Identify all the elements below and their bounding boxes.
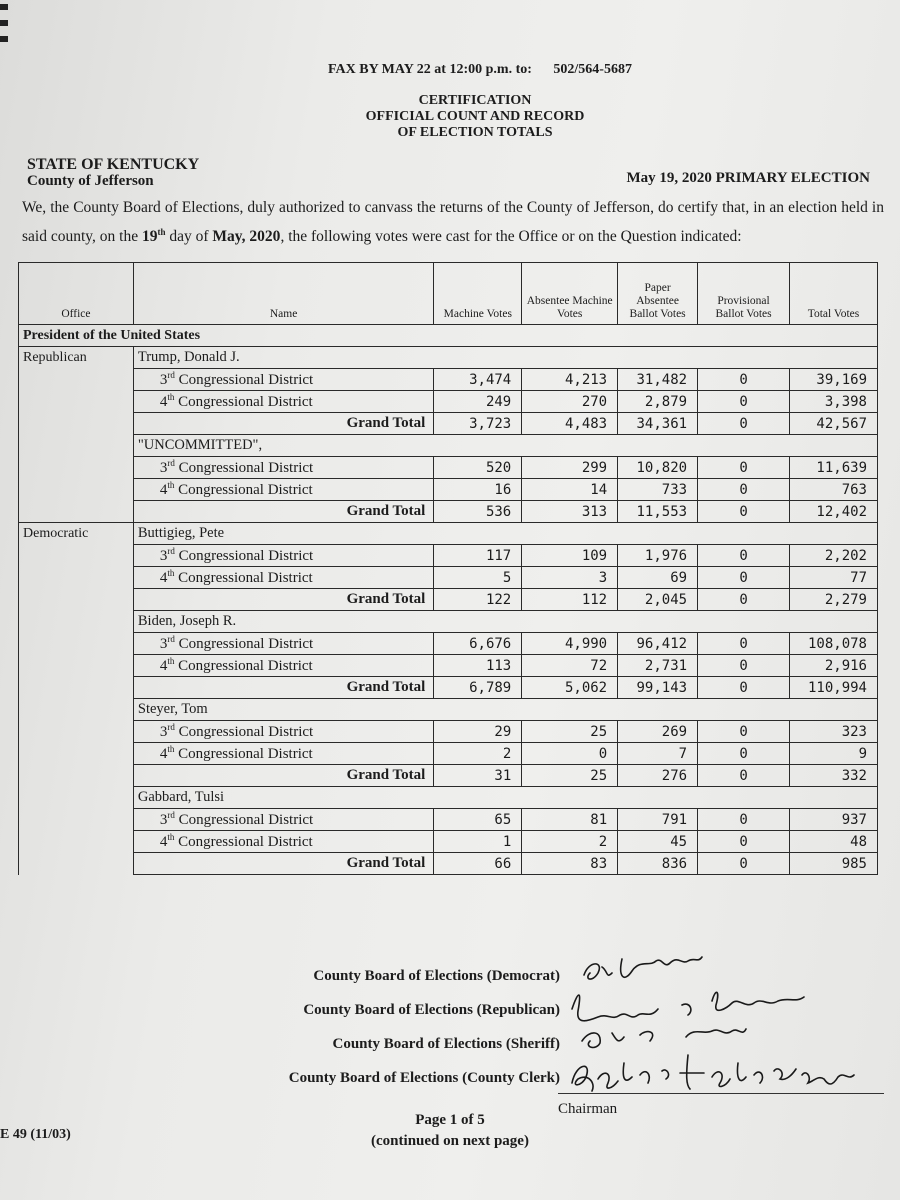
district-text: Congressional District (178, 548, 314, 564)
district-label (133, 391, 433, 413)
absentee-machine-votes: 4,990 (522, 633, 618, 655)
total-votes: 3,398 (789, 391, 877, 413)
total-votes: 985 (789, 853, 877, 875)
signature-label-republican: County Board of Elections (Republican) (303, 1002, 560, 1018)
party-cell (19, 699, 134, 721)
party-cell (19, 369, 134, 391)
district-label (133, 831, 433, 853)
intro-text: We, the County Board of Elections, duly authorized to canvass the returns of the County of Jefferson, do certify that, in an election held in said county, on the (22, 199, 884, 246)
signature-label-county-clerk: County Board of Elections (County Clerk) (288, 1070, 560, 1086)
district-row (19, 545, 878, 567)
candidate-row (19, 611, 878, 633)
district-ordinal: 4 (159, 834, 168, 850)
machine-votes: 6,676 (434, 633, 522, 655)
title-line: OFFICIAL COUNT AND RECORD (365, 109, 585, 124)
absentee-machine-votes: 0 (522, 743, 618, 765)
district-row (19, 809, 878, 831)
paper-absentee-votes: 2,879 (618, 391, 698, 413)
grand-total-row (19, 853, 878, 875)
chairman-label: Chairman (558, 1101, 618, 1117)
district-text: Congressional District (178, 746, 313, 762)
absentee-machine-votes: 109 (522, 545, 618, 567)
candidate-row (19, 787, 878, 809)
provisional-votes: 0 (698, 545, 790, 567)
party-cell (19, 435, 134, 457)
party-cell (19, 853, 134, 875)
machine-votes: 113 (434, 655, 522, 677)
party-cell (19, 677, 134, 699)
signature-republican (572, 992, 804, 1020)
district-ordinal-suffix: th (167, 568, 175, 578)
certification-title (0, 93, 900, 141)
district-row (19, 369, 878, 391)
machine-votes: 520 (434, 457, 522, 479)
page-footer (350, 1110, 550, 1152)
fax-line: FAX BY MAY 22 at 12:00 p.m. to: (328, 62, 532, 77)
provisional-votes: 0 (698, 721, 790, 743)
absentee-machine-votes: 4,483 (522, 413, 618, 435)
total-votes: 323 (789, 721, 877, 743)
total-votes: 2,916 (789, 655, 877, 677)
provisional-votes: 0 (698, 479, 790, 501)
page-edge-mark (0, 20, 8, 26)
paper-absentee-votes: 836 (618, 853, 698, 875)
intro-day: 19 (141, 228, 158, 246)
candidate-name: Buttigieg, Pete (133, 523, 877, 545)
election-name: May 19, 2020 PRIMARY ELECTION (626, 170, 870, 186)
district-text: Congressional District (178, 834, 313, 850)
absentee-machine-votes: 72 (522, 655, 618, 677)
machine-votes: 1 (434, 831, 522, 853)
col-paper-absentee: Paper Absentee Ballot Votes (618, 263, 698, 325)
candidate-row (19, 699, 878, 721)
absentee-machine-votes: 2 (522, 831, 618, 853)
paper-absentee-votes: 276 (618, 765, 698, 787)
district-row (19, 479, 878, 501)
district-ordinal-suffix: rd (167, 370, 175, 380)
candidate-name: "UNCOMMITTED", (133, 435, 877, 457)
district-label (133, 567, 433, 589)
total-votes: 2,202 (789, 545, 877, 567)
grand-total-row (19, 501, 878, 523)
party-cell (19, 633, 134, 655)
candidate-row (19, 347, 878, 369)
absentee-machine-votes: 83 (522, 853, 618, 875)
absentee-machine-votes: 25 (522, 765, 618, 787)
machine-votes: 66 (434, 853, 522, 875)
paper-absentee-votes: 733 (618, 479, 698, 501)
total-votes: 11,639 (789, 457, 877, 479)
candidate-name: Trump, Donald J. (133, 347, 877, 369)
signature-block (180, 962, 560, 1098)
district-ordinal: 3 (159, 636, 168, 652)
district-label (133, 457, 433, 479)
paper-absentee-votes: 45 (618, 831, 698, 853)
absentee-machine-votes: 25 (522, 721, 618, 743)
provisional-votes: 0 (698, 655, 790, 677)
district-row (19, 391, 878, 413)
fax-instruction (0, 62, 900, 78)
absentee-machine-votes: 4,213 (522, 369, 618, 391)
district-label (133, 655, 433, 677)
paper-absentee-votes: 1,976 (618, 545, 698, 567)
continued-note: (continued on next page) (371, 1133, 529, 1149)
party-cell: Republican (19, 347, 134, 369)
candidate-name: Gabbard, Tulsi (133, 787, 877, 809)
absentee-machine-votes: 14 (522, 479, 618, 501)
table-header-row (19, 263, 878, 325)
district-ordinal: 3 (159, 372, 168, 388)
district-row (19, 567, 878, 589)
district-text: Congressional District (178, 658, 313, 674)
machine-votes: 3,474 (434, 369, 522, 391)
district-text: Congressional District (178, 570, 313, 586)
intro-text: , the following votes were cast for the Office or on the Question indicated: (280, 228, 742, 246)
provisional-votes: 0 (698, 633, 790, 655)
col-office: Office (19, 263, 134, 325)
absentee-machine-votes: 3 (522, 567, 618, 589)
district-ordinal-suffix: rd (167, 458, 175, 468)
total-votes: 937 (789, 809, 877, 831)
intro-text: day of (165, 228, 213, 246)
machine-votes: 6,789 (434, 677, 522, 699)
district-ordinal: 4 (159, 570, 168, 586)
total-votes: 110,994 (789, 677, 877, 699)
party-cell (19, 611, 134, 633)
provisional-votes: 0 (698, 567, 790, 589)
total-votes: 39,169 (789, 369, 877, 391)
district-label (133, 633, 433, 655)
district-text: Congressional District (178, 724, 314, 740)
provisional-votes: 0 (698, 677, 790, 699)
party-cell (19, 809, 134, 831)
absentee-machine-votes: 112 (522, 589, 618, 611)
absentee-machine-votes: 313 (522, 501, 618, 523)
district-ordinal: 3 (159, 460, 168, 476)
district-ordinal-suffix: th (167, 832, 175, 842)
office-title: President of the United States (19, 325, 878, 347)
party-cell (19, 567, 134, 589)
district-ordinal-suffix: rd (167, 810, 175, 820)
absentee-machine-votes: 81 (522, 809, 618, 831)
col-provisional: Provisional Ballot Votes (698, 263, 790, 325)
signature-county-clerk (572, 1055, 854, 1091)
grand-total-row (19, 765, 878, 787)
district-ordinal: 4 (159, 746, 168, 762)
total-votes: 108,078 (789, 633, 877, 655)
paper-absentee-votes: 791 (618, 809, 698, 831)
paper-absentee-votes: 11,553 (618, 501, 698, 523)
candidate-row (19, 523, 878, 545)
party-cell (19, 501, 134, 523)
total-votes: 763 (789, 479, 877, 501)
provisional-votes: 0 (698, 743, 790, 765)
candidate-name: Biden, Joseph R. (133, 611, 877, 633)
grand-total-row (19, 677, 878, 699)
party-cell (19, 787, 134, 809)
party-cell: Democratic (19, 523, 134, 545)
paper-absentee-votes: 2,731 (618, 655, 698, 677)
district-label (133, 479, 433, 501)
district-ordinal-suffix: th (167, 392, 175, 402)
party-cell (19, 831, 134, 853)
col-absentee-machine: Absentee Machine Votes (522, 263, 618, 325)
district-ordinal: 3 (159, 724, 168, 740)
provisional-votes: 0 (698, 809, 790, 831)
district-text: Congressional District (178, 482, 313, 498)
district-row (19, 633, 878, 655)
district-label (133, 545, 433, 567)
col-name: Name (133, 263, 433, 325)
title-line: OF ELECTION TOTALS (397, 125, 553, 140)
machine-votes: 5 (434, 567, 522, 589)
intro-day-suffix: th (157, 227, 166, 237)
provisional-votes: 0 (698, 413, 790, 435)
chairman-line (558, 1093, 884, 1094)
machine-votes: 65 (434, 809, 522, 831)
district-ordinal: 4 (159, 394, 168, 410)
party-cell (19, 413, 134, 435)
total-votes: 77 (789, 567, 877, 589)
paper-absentee-votes: 2,045 (618, 589, 698, 611)
party-cell (19, 479, 134, 501)
total-votes: 332 (789, 765, 877, 787)
district-label (133, 369, 433, 391)
paper-absentee-votes: 10,820 (618, 457, 698, 479)
district-row (19, 457, 878, 479)
intro-date: May, 2020 (212, 228, 281, 246)
machine-votes: 122 (434, 589, 522, 611)
machine-votes: 2 (434, 743, 522, 765)
signature-label-democrat: County Board of Elections (Democrat) (313, 968, 560, 984)
total-votes: 42,567 (789, 413, 877, 435)
fax-number: 502/564-5687 (553, 62, 632, 77)
candidate-row (19, 435, 878, 457)
signature-label-sheriff: County Board of Elections (Sheriff) (332, 1036, 560, 1052)
col-machine: Machine Votes (434, 263, 522, 325)
party-cell (19, 655, 134, 677)
district-label (133, 809, 433, 831)
page-number: Page 1 of 5 (415, 1112, 485, 1128)
district-ordinal: 4 (159, 482, 168, 498)
provisional-votes: 0 (698, 369, 790, 391)
county-name: County of Jefferson (27, 173, 154, 189)
district-ordinal-suffix: th (167, 744, 175, 754)
signature-democrat (584, 957, 702, 979)
district-row (19, 721, 878, 743)
certification-statement (22, 196, 884, 249)
paper-absentee-votes: 31,482 (618, 369, 698, 391)
provisional-votes: 0 (698, 501, 790, 523)
page-edge-mark (0, 4, 8, 10)
district-label (133, 721, 433, 743)
paper-absentee-votes: 69 (618, 567, 698, 589)
district-ordinal: 4 (159, 658, 168, 674)
col-total: Total Votes (789, 263, 877, 325)
grand-total-row (19, 589, 878, 611)
machine-votes: 536 (434, 501, 522, 523)
machine-votes: 31 (434, 765, 522, 787)
grand-total-row (19, 413, 878, 435)
district-row (19, 655, 878, 677)
machine-votes: 3,723 (434, 413, 522, 435)
district-row (19, 831, 878, 853)
district-ordinal: 3 (159, 548, 168, 564)
office-row (19, 325, 878, 347)
signature-sheriff (582, 1029, 746, 1047)
paper-absentee-votes: 96,412 (618, 633, 698, 655)
grand-total-label: Grand Total (133, 677, 433, 699)
district-ordinal: 3 (159, 812, 168, 828)
paper-absentee-votes: 99,143 (618, 677, 698, 699)
total-votes: 48 (789, 831, 877, 853)
machine-votes: 29 (434, 721, 522, 743)
provisional-votes: 0 (698, 457, 790, 479)
absentee-machine-votes: 5,062 (522, 677, 618, 699)
provisional-votes: 0 (698, 391, 790, 413)
district-ordinal-suffix: th (167, 480, 175, 490)
absentee-machine-votes: 270 (522, 391, 618, 413)
district-row (19, 743, 878, 765)
candidate-name: Steyer, Tom (133, 699, 877, 721)
district-ordinal-suffix: rd (167, 546, 175, 556)
total-votes: 12,402 (789, 501, 877, 523)
party-cell (19, 743, 134, 765)
district-ordinal-suffix: rd (167, 722, 175, 732)
party-cell (19, 765, 134, 787)
machine-votes: 117 (434, 545, 522, 567)
state-county-block (27, 156, 199, 190)
party-cell (19, 391, 134, 413)
district-text: Congressional District (178, 636, 314, 652)
handwritten-signatures (562, 945, 892, 1105)
form-id: E 49 (11/03) (0, 1127, 71, 1142)
paper-absentee-votes: 269 (618, 721, 698, 743)
grand-total-label: Grand Total (133, 765, 433, 787)
results-body (19, 325, 878, 875)
absentee-machine-votes: 299 (522, 457, 618, 479)
party-cell (19, 545, 134, 567)
state-name: STATE OF KENTUCKY (27, 156, 200, 173)
grand-total-label: Grand Total (133, 853, 433, 875)
district-text: Congressional District (178, 372, 314, 388)
total-votes: 9 (789, 743, 877, 765)
page-edge-mark (0, 36, 8, 42)
machine-votes: 16 (434, 479, 522, 501)
district-text: Congressional District (178, 812, 314, 828)
district-text: Congressional District (178, 460, 314, 476)
district-label (133, 743, 433, 765)
district-text: Congressional District (178, 394, 313, 410)
machine-votes: 249 (434, 391, 522, 413)
party-cell (19, 589, 134, 611)
provisional-votes: 0 (698, 831, 790, 853)
grand-total-label: Grand Total (133, 589, 433, 611)
provisional-votes: 0 (698, 853, 790, 875)
paper-absentee-votes: 34,361 (618, 413, 698, 435)
district-ordinal-suffix: th (167, 656, 175, 666)
party-cell (19, 457, 134, 479)
grand-total-label: Grand Total (133, 501, 433, 523)
results-table (18, 262, 878, 875)
provisional-votes: 0 (698, 589, 790, 611)
total-votes: 2,279 (789, 589, 877, 611)
title-line: CERTIFICATION (418, 93, 532, 108)
party-cell (19, 721, 134, 743)
paper-absentee-votes: 7 (618, 743, 698, 765)
district-ordinal-suffix: rd (167, 634, 175, 644)
provisional-votes: 0 (698, 765, 790, 787)
grand-total-label: Grand Total (133, 413, 433, 435)
